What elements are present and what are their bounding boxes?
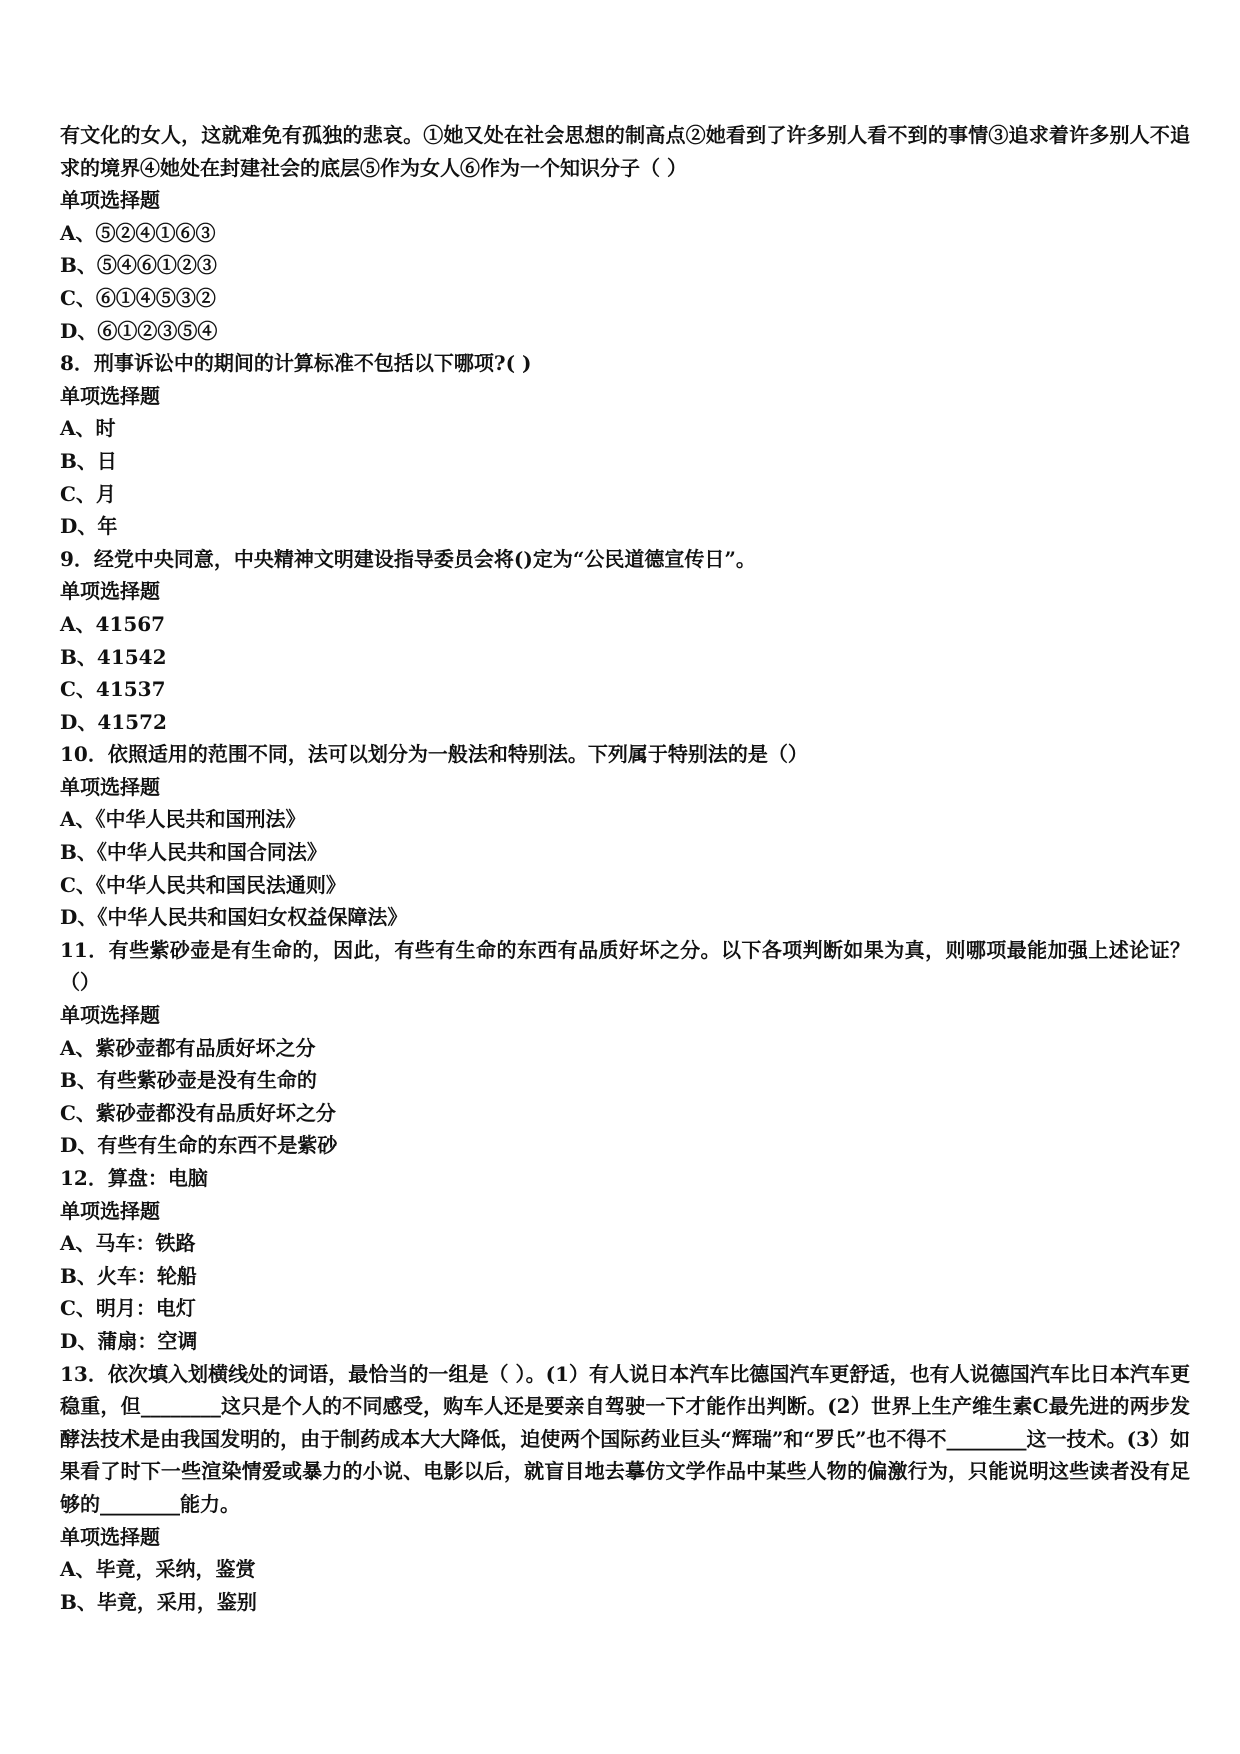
question-type: 单项选择题 [60, 774, 160, 799]
option-b: B、有些紫砂壶是没有生命的 [60, 1068, 317, 1093]
question-stem: 11．有些紫砂壶是有生命的，因此，有些有生命的东西有品质好坏之分。以下各项判断如果为真，则哪项最能加强上述论证？（） [60, 937, 1190, 995]
question-stem: 10．依照适用的范围不同，法可以划分为一般法和特别法。下列属于特别法的是（） [60, 742, 808, 767]
question-type: 单项选择题 [60, 579, 160, 604]
question-type: 单项选择题 [60, 383, 160, 408]
option-c: C、明月：电灯 [60, 1296, 196, 1321]
option-c: C、紫砂壶都没有品质好坏之分 [60, 1100, 336, 1125]
question-8 [60, 347, 1190, 543]
option-a: A、紫砂壶都有品质好坏之分 [60, 1035, 316, 1060]
option-d: D、41572 [60, 709, 167, 734]
option-b: B、⑤④⑥①②③ [60, 253, 217, 278]
question-10 [60, 738, 1190, 934]
question-type: 单项选择题 [60, 1524, 160, 1549]
option-d: D、年 [60, 514, 118, 539]
option-c: C、月 [60, 481, 116, 506]
option-b: B、日 [60, 448, 117, 473]
option-a: A、《中华人民共和国刑法》 [60, 807, 306, 832]
option-d: D、⑥①②③⑤④ [60, 318, 218, 343]
option-a: A、毕竟，采纳，鉴赏 [60, 1557, 256, 1582]
question-stem: 9．经党中央同意，中央精神文明建设指导委员会将()定为“公民道德宣传日”。 [60, 546, 756, 571]
option-d: D、《中华人民共和国妇女权益保障法》 [60, 905, 408, 930]
question-stem: 8．刑事诉讼中的期间的计算标准不包括以下哪项?( ) [60, 351, 532, 376]
option-b: B、火车：轮船 [60, 1263, 197, 1288]
question-type: 单项选择题 [60, 1198, 160, 1223]
option-a: A、41567 [60, 611, 166, 636]
question-13 [60, 1358, 1190, 1619]
option-d: D、有些有生命的东西不是紫砂 [60, 1133, 338, 1158]
option-a: A、马车：铁路 [60, 1231, 196, 1256]
option-b: B、毕竟，采用，鉴别 [60, 1589, 257, 1614]
question-stem: 12．算盘：电脑 [60, 1166, 208, 1190]
question-type: 单项选择题 [60, 188, 160, 213]
option-b: B、《中华人民共和国合同法》 [60, 840, 327, 865]
option-d: D、蒲扇：空调 [60, 1328, 198, 1353]
exam-page [60, 119, 1190, 1618]
option-c: C、⑥①④⑤③② [60, 285, 216, 310]
question-type: 单项选择题 [60, 1003, 160, 1028]
question-7 [60, 119, 1190, 347]
question-stem: 有文化的女人，这就难免有孤独的悲哀。①她又处在社会思想的制高点②她看到了许多别人看不到的事情③追求着许多别人不追求的境界④她处在封建社会的底层⑤作为女人⑥作为一个知识分子（ ） [60, 123, 1190, 180]
question-12 [60, 1162, 1190, 1358]
question-9 [60, 543, 1190, 739]
option-c: C、《中华人民共和国民法通则》 [60, 872, 346, 897]
option-c: C、41537 [60, 677, 166, 702]
option-b: B、41542 [60, 644, 167, 669]
question-stem: 13．依次填入划横线处的词语，最恰当的一组是（ ）。(1）有人说日本汽车比德国汽车更舒适，也有人说德国汽车比日本汽车更稳重，但________这只是个人的不同感受，购车人还是要亲自驾驶一下才能作出判断。(2）世界上生产维生素C最先进的两步发酵法技术是由我国发明的，由于制药成本大大降低，迫使两个国际药业巨头“辉瑞”和“罗氏”也不得不________这一技术。(3）如果看了时下一些渲染情爱或暴力的小说、电影以后，就盲目地去摹仿文学作品中某些人物的偏激行为，只能说明这些读者没有足够的________能力。 [60, 1361, 1190, 1516]
option-a: A、时 [60, 416, 116, 441]
option-a: A、⑤②④①⑥③ [60, 220, 216, 245]
question-11 [60, 934, 1190, 1162]
